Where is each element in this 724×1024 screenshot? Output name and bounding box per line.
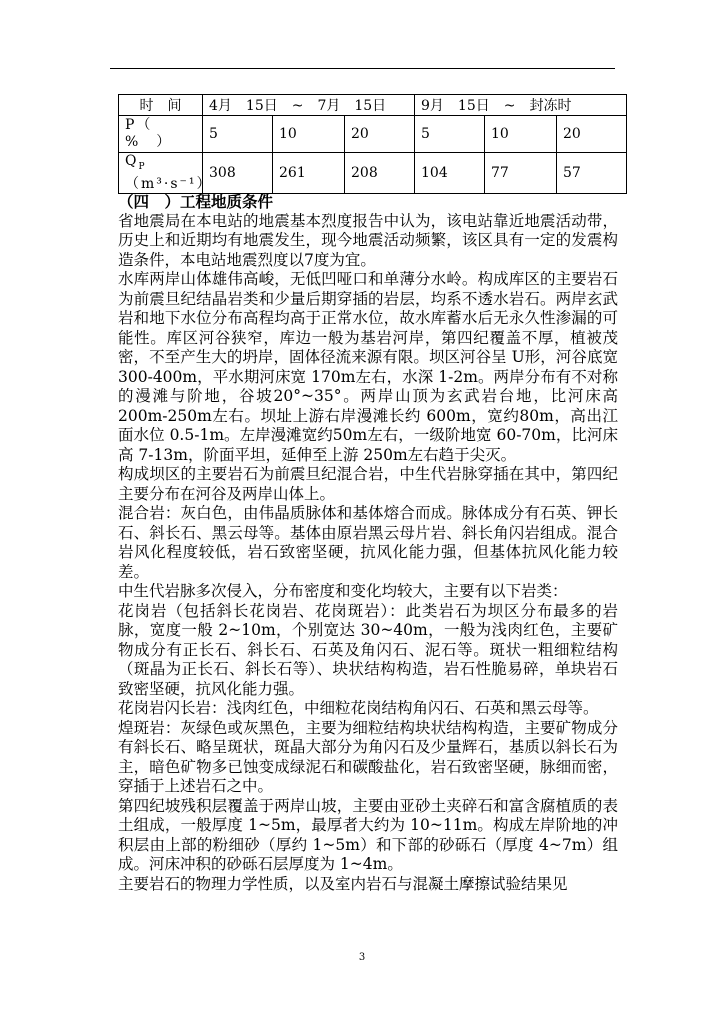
paragraph: 省地震局在本电站的地震基本烈度报告中认为，该电站靠近地震活动带，历史上和近期均有地震发生，现今地震活动频繁，该区具有一定的发震构造条件，本电站地震烈度以7度为宜。 xyxy=(118,211,618,269)
table-cell: 10 xyxy=(273,116,345,153)
body-text xyxy=(118,192,618,894)
table-header-row xyxy=(119,95,627,116)
table-cell: 104 xyxy=(415,153,485,194)
paragraph: 混合岩：灰白色，由伟晶质脉体和基体熔合而成。脉体成分有石英、钾长石、斜长石、黑云母等。基体由原岩黑云母片岩、斜长角闪岩组成。混合岩风化程度较低，岩石致密坚硬，抗风化能力强，但基体抗风化能力较差。 xyxy=(118,504,618,581)
table-cell: 20 xyxy=(557,116,627,153)
table-row-p xyxy=(119,116,627,153)
paragraph: 水库两岸山体雄伟高峻，无低凹哑口和单薄分水岭。构成库区的主要岩石为前震旦纪结晶岩类和少量后期穿插的岩层，均系不透水岩石。两岸玄武岩和地下水位分布高程均高于正常水位，故水库蓄水后无永久性渗漏的可能性。库区河谷狭窄，库边一般为基岩河岸，第四纪覆盖不厚，植被茂密，不至产生大的坍岸，固体径流来源有限。坝区河谷呈 U形，河谷底宽 300-400m，平水期河床宽 170m左右，水深 1-2m。两岸分布有不对称的漫滩与阶地，谷坡20°~35°。两岸山顶为玄武岩台地，比河床高 200m-250m左右。坝址上游右岸漫滩长约 600m，宽约80m，高出江面水位 0.5-1m。左岸漫滩宽约50m左右，一级阶地宽 60-70m，比河床高 7-13m，阶面平坦，延伸至上游 250m左右趋于尖灭。 xyxy=(118,270,618,464)
header-cell-period-1: 4月 15日 ~ 7月 15日 xyxy=(203,95,415,116)
paragraph: 花岗岩闪长岩：浅肉红色，中细粒花岗结构角闪石、石英和黑云母等。 xyxy=(118,699,599,717)
paragraph: 花岗岩（包括斜长花岗岩、花岗斑岩）：此类岩石为坝区分布最多的岩脉，宽度一般 2~10m，个别宽达 30~40m，一般为浅肉红色，主要矿物成分有正长石、斜长石、石英及角闪石、泥石等。斑状一粗细粒结构（斑晶为正长石、斜长石等）、块状结构构造，岩石性脆易碎，单块岩石致密坚硬，抗风化能力强。 xyxy=(118,601,618,698)
table-cell: 5 xyxy=(203,116,273,153)
table-cell: 5 xyxy=(415,116,485,153)
paragraph: 煌斑岩：灰绿色或灰黑色，主要为细粒结构块状结构构造，主要矿物成分有斜长石、略呈斑状，斑晶大部分为角闪石及少量辉石，基质以斜长石为主，暗色矿物多已蚀变成绿泥石和碳酸盐化，岩石致密坚硬，脉细而密，穿插于上述岩石之中。 xyxy=(118,718,618,795)
table-cell: 20 xyxy=(345,116,415,153)
header-cell-time: 时 间 xyxy=(119,95,203,116)
page-number: 3 xyxy=(358,952,366,963)
table-cell: 10 xyxy=(485,116,557,153)
section-heading: （四 ）工程地质条件 xyxy=(118,192,274,211)
header-cell-period-2: 9月 15日 ~ 封冻时 xyxy=(415,95,627,116)
table-cell: 77 xyxy=(485,153,557,194)
paragraph: 构成坝区的主要岩石为前震旦纪混合岩，中生代岩脉穿插在其中，第四纪主要分布在河谷及两岸山体上。 xyxy=(118,465,618,503)
table-cell: 208 xyxy=(345,153,415,194)
header-rule xyxy=(110,68,615,69)
paragraph: 中生代岩脉多次侵入，分布密度和变化均较大，主要有以下岩类： xyxy=(118,582,568,600)
table-cell: 57 xyxy=(557,153,627,194)
row-label-p: P（ % ） xyxy=(119,116,203,153)
flow-frequency-table xyxy=(118,94,627,194)
paragraph: 第四纪坡残积层覆盖于两岸山坡，主要由亚砂土夹碎石和富含腐植质的表土组成，一般厚度 1~5m，最厚者大约为 10~11m。构成左岸阶地的冲积层由上部的粉细砂（厚约 1~5m）和下部的砂砾石（厚度 4~7m）组成。河床冲积的砂砾石层厚度为 1~4m。 xyxy=(118,796,618,873)
table-cell: 308 xyxy=(203,153,273,194)
paragraph: 主要岩石的物理力学性质，以及室内岩石与混凝土摩擦试验结果见 xyxy=(118,874,568,893)
row-label-q: $Q_P(m^3\cdot s^{-1})$ xyxy=(119,153,203,194)
table-cell: 261 xyxy=(273,153,345,194)
table-row-q xyxy=(119,153,627,194)
